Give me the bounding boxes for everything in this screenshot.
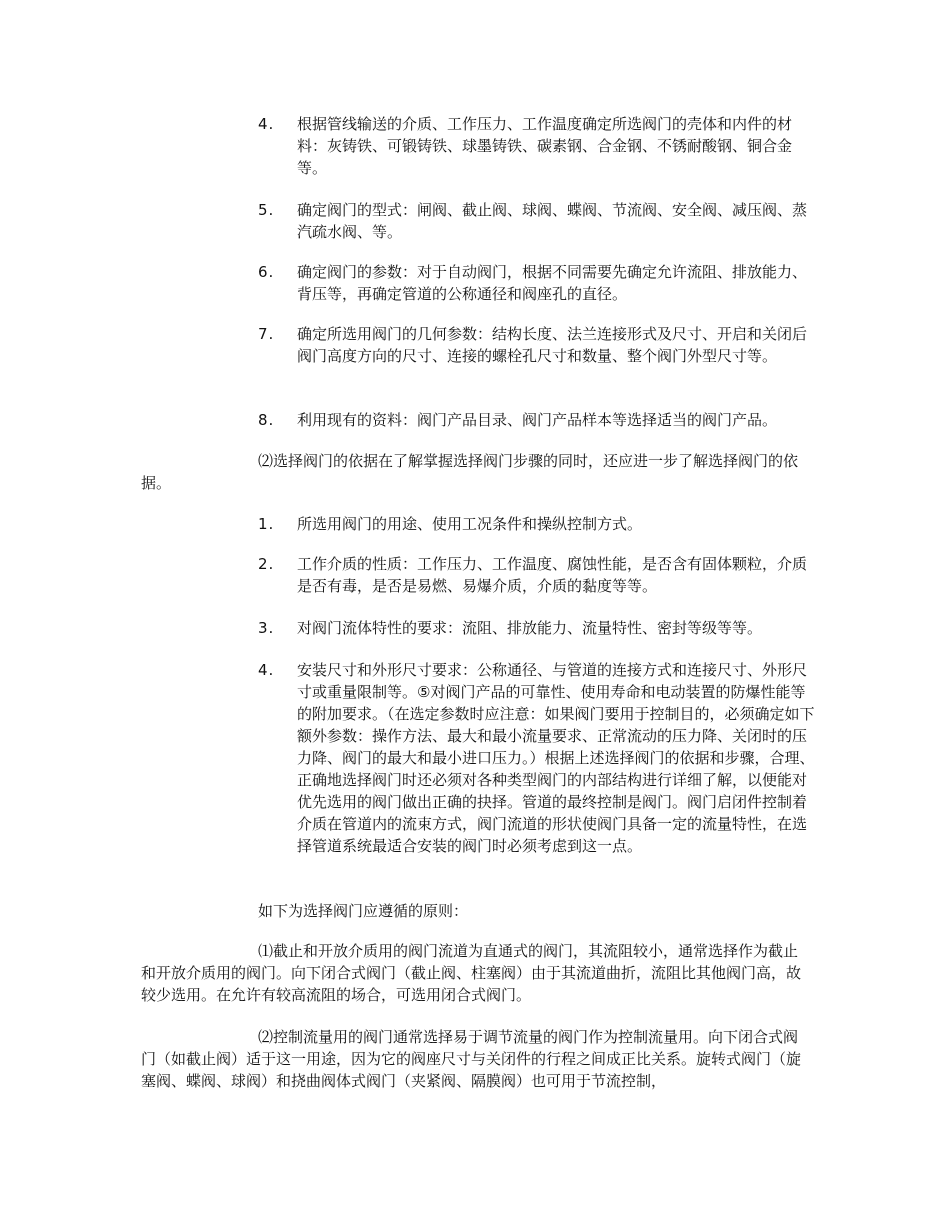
list-text: 安装尺寸和外形尺寸要求：公称通径、与管道的连接方式和连接尺寸、外形尺寸或重量限制等。⑤对阀门产品的可靠性、使用寿命和电动装置的防爆性能等的附加要求。（在选定参数时应注意：如果阀门要用于控制目的，必须确定如下额外参数：操作方法、最大和最小流量要求、正常流动的压力降、关闭时的压力降、阀门的最大和最小进口压力。）根据上述选择阀门的依据和步骤，合理、正确地选择阀门时还必须对各种类型阀门的内部结构进行详细了解，以便能对优先选用的阀门做出正确的抉择。管道的最终控制是阀门。阀门启闭件控制着介质在管道内的流束方式，阀门流道的形状使阀门具备一定的流量特性，在选择管道系统最适合安装的阀门时必须考虑到这一点。 — [297, 661, 815, 855]
list-item — [258, 113, 818, 179]
list-number: 3. — [258, 619, 275, 637]
list-item — [258, 553, 818, 597]
basis-paragraph: ⑵选择阀门的依据在了解掌握选择阀门步骤的同时，还应进一步了解选择阀门的依据。 — [141, 452, 799, 492]
list-item — [258, 617, 818, 639]
principle-paragraph: ⑵控制流量用的阀门通常选择易于调节流量的阀门作为控制流量用。向下闭合式阀门（如截止阀）适于这一用途，因为它的阀座尺寸与关闭件的行程之间成正比关系。旋转式阀门（旋塞阀、蝶阀、球阀）和挠曲阀体式阀门（夹紧阀、隔膜阀）也可用于节流控制， — [141, 1028, 802, 1090]
principle-paragraph: ⑴截止和开放介质用的阀门流道为直通式的阀门，其流阻较小，通常选择作为截止和开放介质用的阀门。向下闭合式阀门（截止阀、柱塞阀）由于其流道曲折，流阻比其他阀门高，故较少选用。在允许有较高流阻的场合，可选用闭合式阀门。 — [141, 942, 802, 1004]
list-item — [258, 199, 818, 243]
list-number: 5. — [258, 201, 275, 219]
list-text: 工作介质的性质：工作压力、工作温度、腐蚀性能，是否含有固体颗粒，介质是否有毒，是否是易燃、易爆介质，介质的黏度等等。 — [297, 555, 808, 595]
list-number: 8. — [258, 411, 275, 429]
list-number: 2. — [258, 555, 275, 573]
list-item — [258, 323, 818, 367]
list-text: 所选用阀门的用途、使用工况条件和操纵控制方式。 — [297, 515, 643, 533]
list-text: 确定阀门的参数：对于自动阀门，根据不同需要先确定允许流阻、排放能力、背压等，再确定管道的公称通径和阀座孔的直径。 — [297, 263, 808, 303]
list-number: 4. — [258, 661, 275, 679]
list-number: 1. — [258, 515, 275, 533]
list-item — [258, 659, 818, 857]
list-item — [258, 513, 818, 535]
list-text: 对阀门流体特性的要求：流阻、排放能力、流量特性、密封等级等等。 — [297, 619, 763, 637]
list-item — [258, 261, 818, 305]
list-item — [258, 409, 818, 431]
list-text: 确定阀门的型式：闸阀、截止阀、球阀、蝶阀、节流阀、安全阀、减压阀、蒸汽疏水阀、等。 — [297, 201, 808, 241]
principles-heading: 如下为选择阀门应遵循的原则： — [258, 902, 469, 920]
list-number: 4. — [258, 115, 275, 133]
list-number: 6. — [258, 263, 275, 281]
list-text: 利用现有的资料：阀门产品目录、阀门产品样本等选择适当的阀门产品。 — [297, 411, 778, 429]
list-text: 根据管线输送的介质、工作压力、工作温度确定所选阀门的壳体和内件的材料：灰铸铁、可锻铸铁、球墨铸铁、碳素钢、合金钢、不锈耐酸钢、铜合金等。 — [297, 115, 793, 177]
list-number: 7. — [258, 325, 275, 343]
list-text: 确定所选用阀门的几何参数：结构长度、法兰连接形式及尺寸、开启和关闭后阀门高度方向的尺寸、连接的螺栓孔尺寸和数量、整个阀门外型尺寸等。 — [297, 325, 808, 365]
